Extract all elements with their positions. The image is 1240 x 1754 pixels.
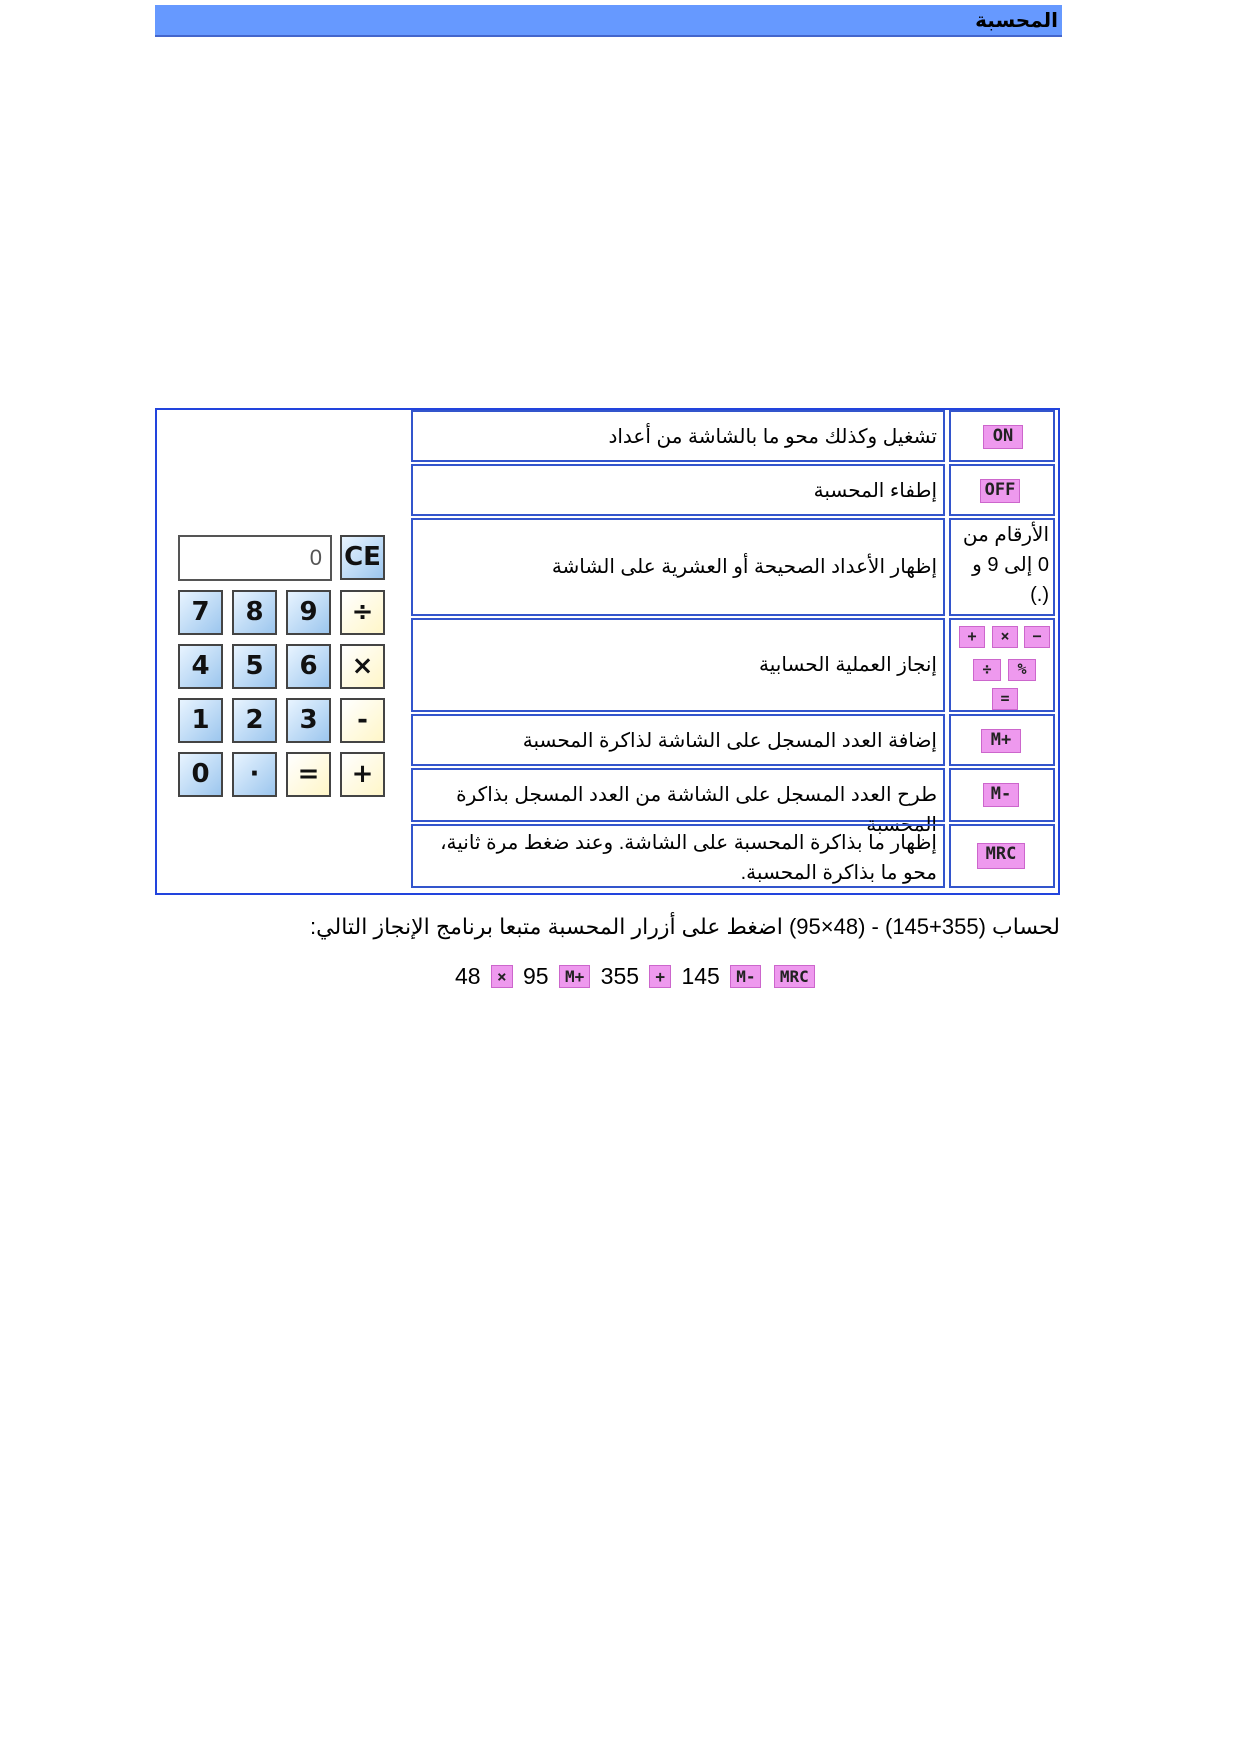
calc-key-ce: CE	[340, 535, 385, 580]
on-key: ON	[983, 425, 1023, 449]
seq-mrc-key: MRC	[774, 965, 815, 988]
calc-key-7: 7	[178, 590, 223, 635]
key-sequence	[451, 962, 815, 1002]
table-row-mminus	[411, 768, 1061, 836]
table-row-mplus	[411, 714, 1061, 766]
row-desc: طرح العدد المسجل على الشاشة من العدد المسجل بذاكرة المحسبة	[411, 768, 945, 822]
seq-mplus-key: M+	[559, 965, 590, 988]
digits-label-3: (.)	[1030, 584, 1049, 606]
mrc-desc-line-1: إظهار ما بذاكرة المحسبة على الشاشة. وعند ضغط مرة ثانية،	[440, 832, 937, 854]
row-key-cell	[949, 464, 1055, 516]
digits-label-2: 0 إلى 9 و	[972, 554, 1049, 576]
mrc-desc-line-2: محو ما بذاكرة المحسبة.	[740, 862, 937, 884]
row-key-cell	[949, 714, 1055, 766]
seq-plus-key: +	[649, 965, 671, 988]
row-desc: تشغيل وكذلك محو ما بالشاشة من أعداد	[411, 410, 945, 462]
calc-key-plus: +	[340, 752, 385, 797]
calc-key-minus: -	[340, 698, 385, 743]
mplus-key: M+	[981, 729, 1021, 753]
header-bar	[155, 5, 1062, 37]
calc-key-divide: ÷	[340, 590, 385, 635]
divide-key: ÷	[973, 659, 1001, 681]
off-key: OFF	[980, 479, 1020, 503]
calc-key-2: 2	[232, 698, 277, 743]
calc-key-9: 9	[286, 590, 331, 635]
plus-key: +	[959, 626, 985, 648]
seq-mminus-key: M-	[730, 965, 761, 988]
calculator-illustration	[175, 532, 395, 802]
table-row-off	[411, 464, 1061, 516]
formula-text: لحساب (355+145) - (48×95) اضغط على أزرار المحسبة متبعا برنامج الإنجاز التالي:	[310, 914, 1060, 939]
seq-times-key: ×	[491, 965, 513, 988]
page-title: المحسبة	[975, 10, 1058, 32]
calc-key-5: 5	[232, 644, 277, 689]
calculator-display: 0	[178, 535, 332, 581]
minus-key: −	[1024, 626, 1050, 648]
calc-key-equals: =	[286, 752, 331, 797]
mminus-key: M-	[983, 783, 1019, 807]
calc-key-dot: ·	[232, 752, 277, 797]
seq-number: 355	[600, 963, 640, 990]
row-desc: إضافة العدد المسجل على الشاشة لذاكرة المحسبة	[411, 714, 945, 766]
row-desc: إطفاء المحسبة	[411, 464, 945, 516]
row-key-cell	[949, 410, 1055, 462]
digits-label-1: الأرقام من	[962, 524, 1049, 546]
seq-number: 145	[681, 963, 720, 990]
row-desc: إظهار الأعداد الصحيحة أو العشرية على الشاشة	[411, 518, 945, 616]
row-key-cell	[949, 768, 1055, 822]
row-key-cell	[949, 618, 1055, 712]
row-desc	[411, 824, 945, 888]
seq-number: 48	[455, 963, 481, 990]
row-desc: إنجاز العملية الحسابية	[411, 618, 945, 712]
calc-key-1: 1	[178, 698, 223, 743]
mrc-key: MRC	[977, 843, 1025, 869]
table-row-on	[411, 410, 1061, 462]
times-key: ×	[992, 626, 1018, 648]
table-row-digits	[411, 518, 1061, 616]
calc-key-4: 4	[178, 644, 223, 689]
calc-key-8: 8	[232, 590, 277, 635]
percent-key: %	[1008, 659, 1036, 681]
table-row-mrc	[411, 824, 1061, 888]
calc-key-times: ×	[340, 644, 385, 689]
table-row-ops	[411, 618, 1061, 712]
row-key-cell	[949, 824, 1055, 888]
calc-key-3: 3	[286, 698, 331, 743]
row-key-cell	[949, 518, 1055, 616]
calc-key-6: 6	[286, 644, 331, 689]
equals-key: =	[992, 688, 1018, 710]
seq-number: 95	[523, 963, 549, 990]
calc-key-0: 0	[178, 752, 223, 797]
